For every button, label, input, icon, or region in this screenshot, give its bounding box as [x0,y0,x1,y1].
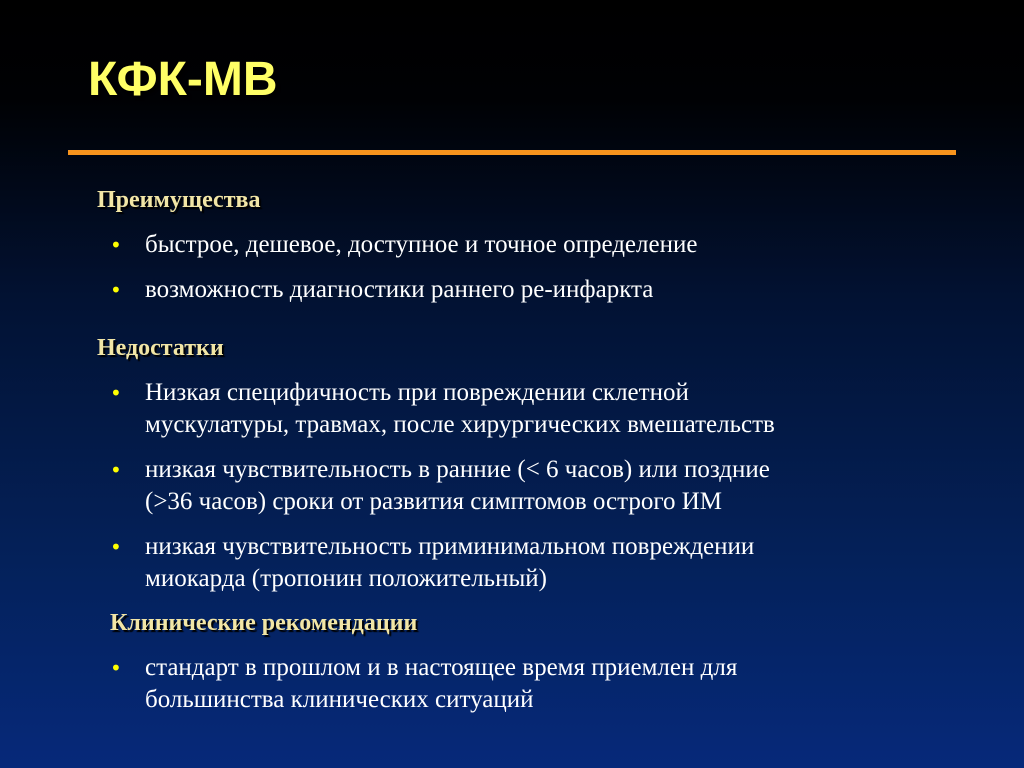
bullet-icon: • [110,233,122,257]
bullet-text: быстрое, дешевое, доступное и точное определение [145,231,698,258]
bullet-icon: • [110,656,122,680]
bullet-icon: • [110,278,122,302]
section-heading-disadvantages: Недостатки [97,335,224,361]
bullet-icon: • [110,381,122,405]
bullet-text: Низкая специфичность при повреждении склетной мускулатуры, травмах, после хирургических вмешательств [145,379,775,438]
bullet-text: низкая чувствительность приминимальном повреждении миокарда (тропонин положительный) [145,533,755,592]
bullet-text: стандарт в прошлом и в настоящее время приемлен для большинства клинических ситуаций [145,654,738,713]
bullet-text: возможность диагностики раннего ре-инфаркта [145,276,654,303]
bullet-icon: • [110,535,122,559]
bullet-icon: • [110,458,122,482]
section-heading-advantages: Преимущества [97,187,261,213]
bullet-text: низкая чувствительность в ранние (< 6 часов) или поздние (>36 часов) сроки от развития симптомов острого ИМ [145,456,770,515]
section-heading-recommendations: Клинические рекомендации [110,610,418,636]
title-underline [68,150,956,155]
slide-title: КФК-МВ [88,53,278,106]
